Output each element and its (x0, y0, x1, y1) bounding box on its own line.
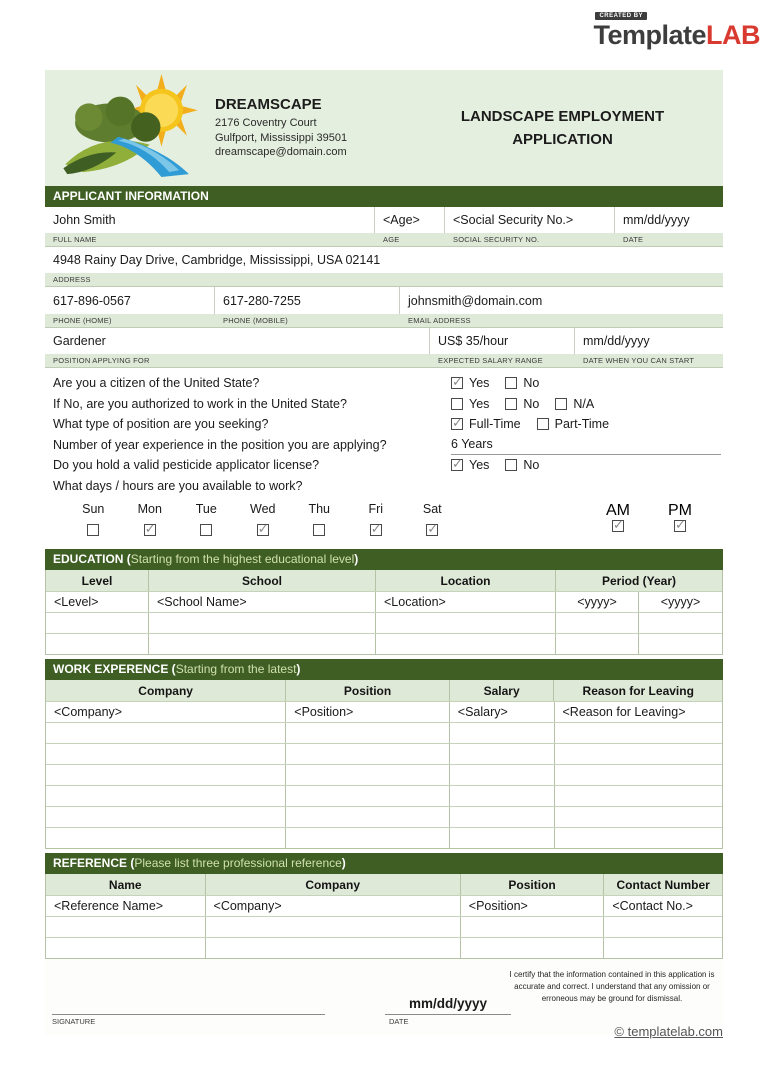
phone-home-label: PHONE (HOME) (53, 316, 112, 325)
thu-checkbox[interactable] (313, 524, 325, 536)
age-field[interactable]: <Age> (375, 207, 445, 233)
experience-field[interactable]: 6 Years (451, 435, 721, 456)
authorized-na-checkbox[interactable] (555, 398, 567, 410)
position-field[interactable]: Gardener (45, 328, 430, 354)
work-experience-table (45, 680, 723, 849)
company-logo (45, 74, 215, 183)
work-salary-field[interactable]: <Salary> (450, 702, 555, 722)
start-date-label: DATE WHEN YOU CAN START (583, 356, 695, 365)
phone-mobile-field[interactable]: 617-280-7255 (215, 287, 400, 314)
phone-home-field[interactable]: 617-896-0567 (45, 287, 215, 314)
signature-date-label: DATE (389, 1017, 409, 1026)
work-row (46, 701, 722, 722)
work-company-field[interactable]: <Company> (46, 702, 286, 722)
age-label: AGE (383, 235, 400, 244)
fri-checkbox[interactable] (370, 524, 382, 536)
reference-header-row: Name Company Position Contact Number (46, 874, 722, 895)
salary-field[interactable]: US$ 35/hour (430, 328, 575, 354)
section-reference: REFERENCE (Please list three professional reference) (45, 853, 723, 874)
reference-row (46, 895, 722, 916)
position-row (45, 328, 723, 354)
reference-row (46, 937, 722, 958)
form-title: LANDSCAPE EMPLOYMENT APPLICATION (460, 107, 665, 148)
ref-company-field[interactable]: <Company> (206, 896, 461, 916)
ref-name-field[interactable]: <Reference Name> (46, 896, 206, 916)
section-applicant-information: APPLICANT INFORMATION (45, 186, 723, 207)
pm-checkbox[interactable] (674, 520, 686, 532)
day-wed: Wed ✓ (235, 502, 292, 541)
work-row (46, 722, 722, 743)
applicant-row-1 (45, 207, 723, 233)
period-from-field[interactable]: <yyyy> (556, 592, 639, 612)
tue-checkbox[interactable] (200, 524, 212, 536)
work-position-field[interactable]: <Position> (286, 702, 450, 722)
landscape-logo-icon (59, 74, 207, 178)
license-yes-checkbox[interactable] (451, 459, 463, 471)
mon-checkbox[interactable] (144, 524, 156, 536)
ssn-field[interactable]: <Social Security No.> (445, 207, 615, 233)
company-email: dreamscape@domain.com (215, 146, 347, 159)
ref-contact-field[interactable]: <Contact No.> (612, 899, 693, 913)
period-to-field[interactable]: <yyyy> (660, 595, 701, 609)
application-form (45, 70, 723, 1035)
work-row (46, 785, 722, 806)
education-table (45, 570, 723, 655)
work-row (46, 764, 722, 785)
company-name: DREAMSCAPE (215, 95, 322, 113)
license-no-checkbox[interactable] (505, 459, 517, 471)
school-field[interactable]: <School Name> (149, 592, 376, 612)
email-field[interactable]: johnsmith@domain.com (408, 293, 543, 308)
level-field[interactable]: <Level> (46, 592, 149, 612)
created-by-badge: CREATED BY (595, 12, 647, 20)
full-name-label: FULL NAME (53, 235, 97, 244)
reference-row (46, 916, 722, 937)
sat-checkbox[interactable] (426, 524, 438, 536)
address-row (45, 247, 723, 273)
question-position-type: What type of position are you seeking? ✓ Full-Time Part-Time (53, 414, 723, 435)
signature-label: SIGNATURE (52, 1017, 96, 1026)
form-header (45, 70, 723, 186)
authorized-yes-checkbox[interactable] (451, 398, 463, 410)
education-row (46, 633, 722, 654)
company-info (215, 96, 410, 161)
section-work-experience: WORK EXPERENCE (Starting from the latest) (45, 659, 723, 680)
salary-label: EXPECTED SALARY RANGE (438, 356, 543, 365)
parttime-checkbox[interactable] (537, 418, 549, 430)
education-row (46, 612, 722, 633)
certification-text: I certify that the information contained in this application is accurate and correct. I understand that any omission or erroneous may be ground for dismissal. (509, 970, 715, 1003)
work-row (46, 827, 722, 848)
time-pm: PM ✓ (649, 502, 711, 541)
fulltime-checkbox[interactable] (451, 418, 463, 430)
day-tue: Tue (178, 502, 235, 541)
phone-mobile-label: PHONE (MOBILE) (223, 316, 288, 325)
day-sat: Sat ✓ (404, 502, 461, 541)
contact-labels (45, 314, 723, 328)
question-pesticide-license: Do you hold a valid pesticide applicator license? ✓ Yes No (53, 455, 723, 476)
reference-table (45, 874, 723, 959)
day-sun: Sun (65, 502, 122, 541)
citizen-no-checkbox[interactable] (505, 377, 517, 389)
day-thu: Thu (291, 502, 348, 541)
location-field[interactable]: <Location> (376, 592, 556, 612)
work-header-row: Company Position Salary Reason for Leaving (46, 680, 722, 701)
full-name-field[interactable]: John Smith (45, 207, 375, 233)
work-row (46, 743, 722, 764)
question-availability: What days / hours are you available to work? (53, 478, 303, 493)
day-mon: Mon ✓ (122, 502, 179, 541)
question-experience: Number of year experience in the position you are applying? 6 Years (53, 435, 723, 456)
applicant-labels-1 (45, 233, 723, 247)
ssn-label: SOCIAL SECURITY NO. (453, 235, 540, 244)
education-row (46, 591, 722, 612)
company-address2: Gulfport, Mississippi 39501 (215, 131, 348, 144)
date-field[interactable]: mm/dd/yyyy (623, 213, 690, 227)
question-authorized: If No, are you authorized to work in the United State? Yes No N/A (53, 396, 595, 411)
citizen-yes-checkbox[interactable] (451, 377, 463, 389)
ref-position-field[interactable]: <Position> (461, 896, 605, 916)
templatelab-logo (593, 4, 760, 49)
questions-section (45, 368, 723, 549)
availability-days (53, 502, 723, 541)
position-labels (45, 354, 723, 368)
start-date-field[interactable]: mm/dd/yyyy (583, 334, 650, 348)
signature-date-line[interactable] (385, 1014, 511, 1015)
day-fri: Fri ✓ (348, 502, 405, 541)
contact-row (45, 287, 723, 314)
authorized-no-checkbox[interactable] (505, 398, 517, 410)
section-education: EDUCATION (Starting from the highest educational level) (45, 549, 723, 570)
address-field[interactable]: 4948 Rainy Day Drive, Cambridge, Mississippi, USA 02141 (53, 253, 381, 267)
education-header-row: Level School Location Period (Year) (46, 570, 722, 591)
company-address1: 2176 Coventry Court (215, 116, 317, 129)
date-label: DATE (623, 235, 644, 244)
time-am: AM ✓ (587, 502, 649, 541)
signature-date-field[interactable]: mm/dd/yyyy (408, 996, 488, 1011)
work-reason-field[interactable]: <Reason for Leaving> (562, 705, 686, 719)
templatelab-link[interactable]: © templatelab.com (614, 1024, 723, 1039)
wed-checkbox[interactable] (257, 524, 269, 536)
templatelab-wordmark: TemplateLAB (593, 20, 760, 50)
signature-line[interactable] (52, 1014, 325, 1015)
address-label: ADDRESS (53, 275, 91, 284)
email-label: EMAIL ADDRESS (408, 316, 471, 325)
work-row (46, 806, 722, 827)
position-label: POSITION APPLYING FOR (53, 356, 150, 365)
address-labels (45, 273, 723, 287)
sun-checkbox[interactable] (87, 524, 99, 536)
am-checkbox[interactable] (612, 520, 624, 532)
question-citizen: Are you a citizen of the United State? ✓ Yes No (53, 373, 723, 394)
